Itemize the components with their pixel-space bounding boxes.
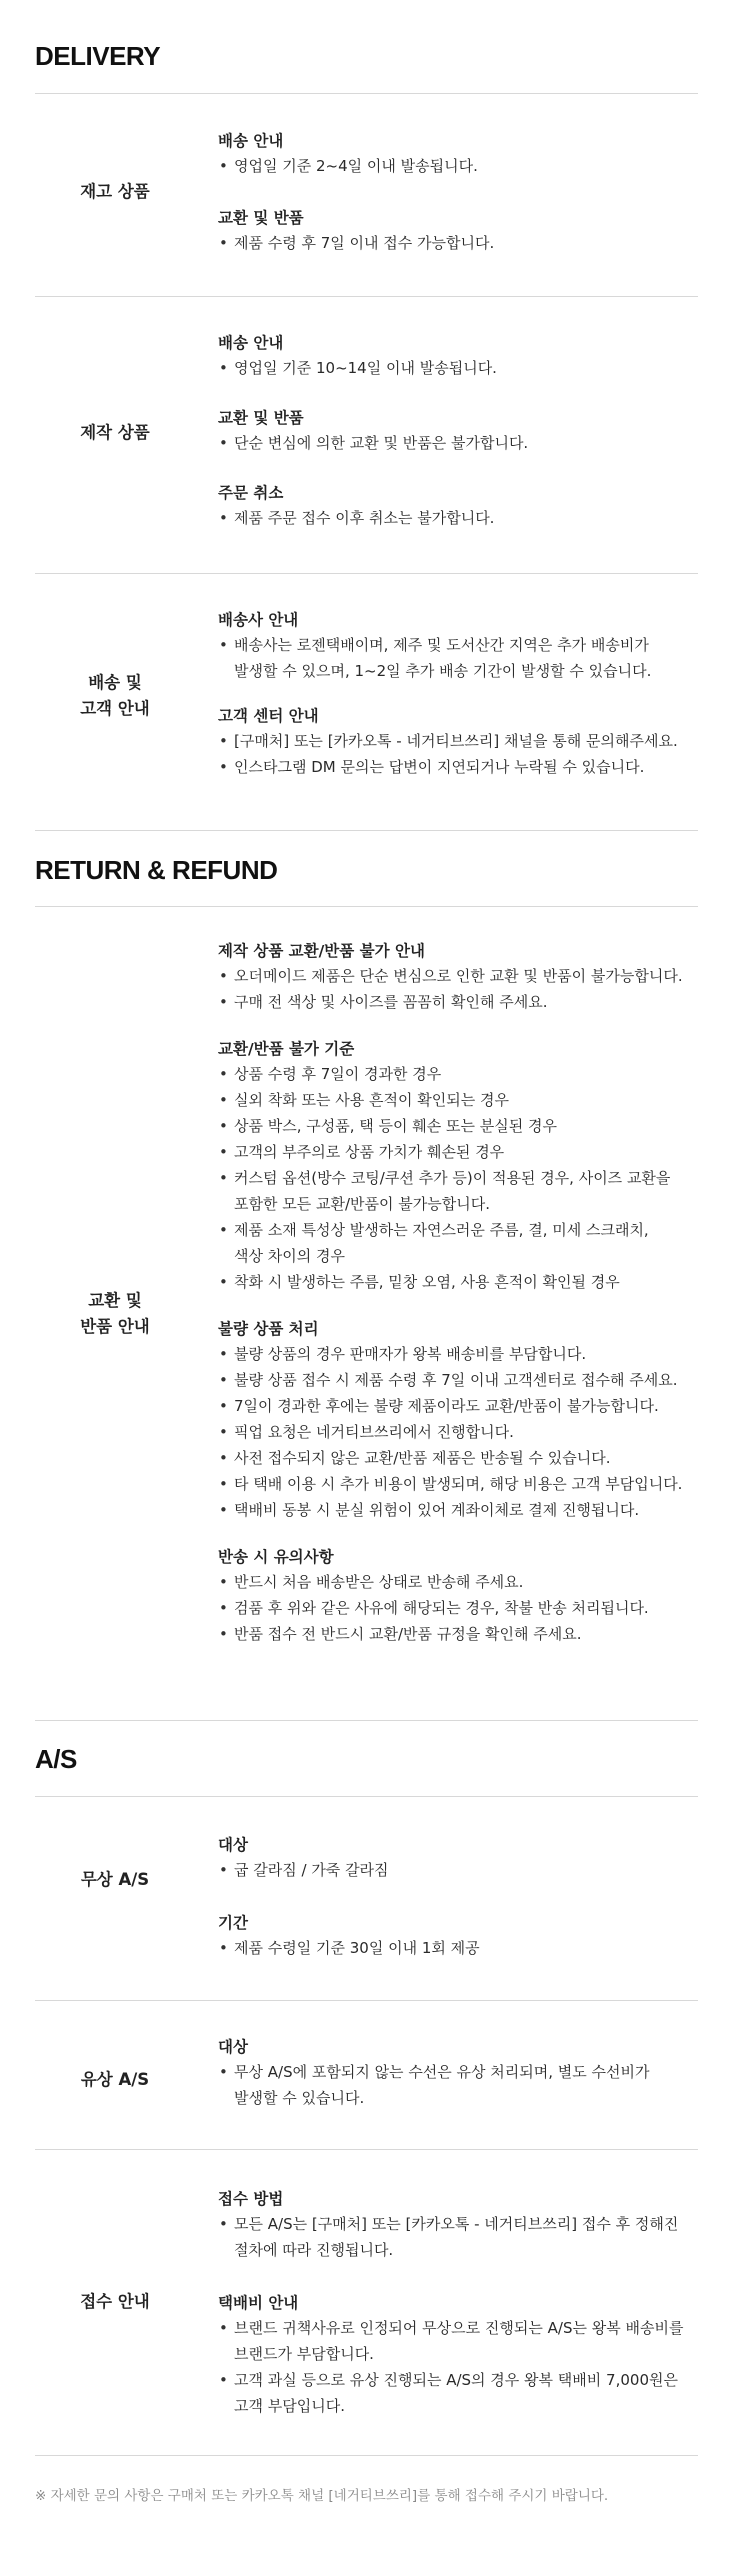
list-item: • 인스타그램 DM 문의는 답변이 지연되거나 누락될 수 있습니다. xyxy=(218,754,708,780)
block-title: 주문 취소 xyxy=(218,484,284,502)
info-block xyxy=(218,129,708,179)
list-item: • 실외 착화 또는 사용 흔적이 확인되는 경우 xyxy=(218,1087,708,1113)
row-label-line: 유상 A/S xyxy=(80,2070,150,2089)
info-block xyxy=(218,608,708,684)
info-block xyxy=(218,2291,708,2419)
row-label-line: 반품 안내 xyxy=(80,1317,150,1336)
list-item: • 제품 수령 후 7일 이내 접수 가능합니다. xyxy=(218,230,708,256)
divider xyxy=(35,2000,698,2001)
list-item: • 착화 시 발생하는 주름, 밑창 오염, 사용 흔적이 확인될 경우 xyxy=(218,1269,708,1295)
block-title: 기간 xyxy=(218,1914,248,1932)
list-item: • 제품 주문 접수 이후 취소는 불가합니다. xyxy=(218,505,708,531)
row-label-custom xyxy=(35,420,195,446)
divider xyxy=(35,2455,698,2456)
section-heading-as: A/S xyxy=(35,1744,77,1774)
block-title: 교환 및 반품 xyxy=(218,209,304,227)
block-title: 제작 상품 교환/반품 불가 안내 xyxy=(218,942,425,960)
block-title: 교환 및 반품 xyxy=(218,409,304,427)
list-item: • 택배비 동봉 시 분실 위험이 있어 계좌이체로 결제 진행됩니다. xyxy=(218,1497,708,1523)
block-title: 대상 xyxy=(218,2038,248,2056)
block-title: 배송 안내 xyxy=(218,132,284,150)
row-label-line: 재고 상품 xyxy=(80,182,150,201)
row-label-free-as xyxy=(35,1867,195,1893)
info-block xyxy=(218,1833,708,1883)
section-heading-return-refund: RETURN & REFUND xyxy=(35,855,278,885)
list-item: • 제품 소재 특성상 발생하는 자연스러운 주름, 결, 미세 스크래치, 색상 차이의 경우 xyxy=(218,1217,708,1269)
row-content-shipping-customer xyxy=(218,608,708,780)
list-item: • 오더메이드 제품은 단순 변심으로 인한 교환 및 반품이 불가능합니다. xyxy=(218,963,708,989)
block-title: 배송 안내 xyxy=(218,334,284,352)
divider xyxy=(35,1796,698,1797)
block-title: 반송 시 유의사항 xyxy=(218,1548,334,1566)
divider xyxy=(35,906,698,907)
row-label-paid-as xyxy=(35,2067,195,2093)
row-label-line: 교환 및 xyxy=(88,1291,142,1310)
row-content-paid-as xyxy=(218,2035,708,2111)
list-item: • 제품 수령일 기준 30일 이내 1회 제공 xyxy=(218,1935,708,1961)
row-label-line: 배송 및 xyxy=(88,673,142,692)
divider xyxy=(35,296,698,297)
row-label-reception xyxy=(35,2289,195,2315)
info-block xyxy=(218,406,708,456)
block-title: 택배비 안내 xyxy=(218,2294,299,2312)
list-item: • 커스텀 옵션(방수 코팅/쿠션 추가 등)이 적용된 경우, 사이즈 교환을 포함한 모든 교환/반품이 불가능합니다. xyxy=(218,1165,708,1217)
row-content-stock xyxy=(218,129,708,256)
row-label-line: 무상 A/S xyxy=(80,1870,150,1889)
row-label-line: 제작 상품 xyxy=(80,423,150,442)
list-item: • 반드시 처음 배송받은 상태로 반송해 주세요. xyxy=(218,1569,708,1595)
block-title: 불량 상품 처리 xyxy=(218,1320,319,1338)
divider xyxy=(35,573,698,574)
list-item: • 사전 접수되지 않은 교환/반품 제품은 반송될 수 있습니다. xyxy=(218,1445,708,1471)
info-block xyxy=(218,1545,708,1647)
row-label-exchange-return xyxy=(35,1288,195,1340)
divider xyxy=(35,2149,698,2150)
list-item: • 영업일 기준 2~4일 이내 발송됩니다. xyxy=(218,153,708,179)
info-block xyxy=(218,2035,708,2111)
info-block xyxy=(218,206,708,256)
info-block xyxy=(218,939,708,1015)
list-item: • 검품 후 위와 같은 사유에 해당되는 경우, 착불 반송 처리됩니다. xyxy=(218,1595,708,1621)
list-item: • 픽업 요청은 네거티브쓰리에서 진행합니다. xyxy=(218,1419,708,1445)
list-item: • 배송사는 로젠택배이며, 제주 및 도서산간 지역은 추가 배송비가 발생할 수 있으며, 1~2일 추가 배송 기간이 발생할 수 있습니다. xyxy=(218,632,708,684)
list-item: • 고객의 부주의로 상품 가치가 훼손된 경우 xyxy=(218,1139,708,1165)
block-title: 교환/반품 불가 기준 xyxy=(218,1040,355,1058)
list-item: • 단순 변심에 의한 교환 및 반품은 불가합니다. xyxy=(218,430,708,456)
info-block xyxy=(218,481,708,531)
block-title: 배송사 안내 xyxy=(218,611,299,629)
block-title: 접수 방법 xyxy=(218,2190,284,2208)
list-item: • 상품 박스, 구성품, 택 등이 훼손 또는 분실된 경우 xyxy=(218,1113,708,1139)
row-content-free-as xyxy=(218,1833,708,1961)
list-item: • 불량 상품의 경우 판매자가 왕복 배송비를 부담합니다. xyxy=(218,1341,708,1367)
row-content-exchange-return xyxy=(218,939,708,1647)
block-title: 대상 xyxy=(218,1836,248,1854)
row-label-stock xyxy=(35,179,195,205)
info-block xyxy=(218,1911,708,1961)
list-item: • 모든 A/S는 [구매처] 또는 [카카오톡 - 네거티브쓰리] 접수 후 정해진 절차에 따라 진행됩니다. xyxy=(218,2211,708,2263)
row-content-custom xyxy=(218,331,708,531)
info-block xyxy=(218,1317,708,1523)
info-block xyxy=(218,1037,708,1295)
list-item: • [구매처] 또는 [카카오톡 - 네거티브쓰리] 채널을 통해 문의해주세요. xyxy=(218,728,708,754)
divider xyxy=(35,93,698,94)
row-label-line: 접수 안내 xyxy=(80,2292,150,2311)
row-label-line: 고객 안내 xyxy=(80,699,150,718)
info-block xyxy=(218,704,708,780)
section-heading-delivery: DELIVERY xyxy=(35,41,161,71)
info-block xyxy=(218,331,708,381)
list-item: • 7일이 경과한 후에는 불량 제품이라도 교환/반품이 불가능합니다. xyxy=(218,1393,708,1419)
list-item: • 반품 접수 전 반드시 교환/반품 규정을 확인해 주세요. xyxy=(218,1621,708,1647)
block-title: 고객 센터 안내 xyxy=(218,707,319,725)
list-item: • 구매 전 색상 및 사이즈를 꼼꼼히 확인해 주세요. xyxy=(218,989,708,1015)
list-item: • 굽 갈라짐 / 가죽 갈라짐 xyxy=(218,1857,708,1883)
row-label-shipping-customer xyxy=(35,670,195,722)
list-item: • 브랜드 귀책사유로 인정되어 무상으로 진행되는 A/S는 왕복 배송비를 브랜드가 부담합니다. xyxy=(218,2315,708,2367)
list-item: • 상품 수령 후 7일이 경과한 경우 xyxy=(218,1061,708,1087)
row-content-reception xyxy=(218,2187,708,2419)
footnote: ※ 자세한 문의 사항은 구매처 또는 카카오톡 채널 [네거티브쓰리]를 통해 접수해 주시기 바랍니다. xyxy=(35,2488,609,2504)
list-item: • 무상 A/S에 포함되지 않는 수선은 유상 처리되며, 별도 수선비가 발생할 수 있습니다. xyxy=(218,2059,708,2111)
divider xyxy=(35,1720,698,1721)
list-item: • 영업일 기준 10~14일 이내 발송됩니다. xyxy=(218,355,708,381)
list-item: • 타 택배 이용 시 추가 비용이 발생되며, 해당 비용은 고객 부담입니다. xyxy=(218,1471,708,1497)
list-item: • 불량 상품 접수 시 제품 수령 후 7일 이내 고객센터로 접수해 주세요. xyxy=(218,1367,708,1393)
divider xyxy=(35,830,698,831)
list-item: • 고객 과실 등으로 유상 진행되는 A/S의 경우 왕복 택배비 7,000원은 고객 부담입니다. xyxy=(218,2367,708,2419)
info-block xyxy=(218,2187,708,2263)
